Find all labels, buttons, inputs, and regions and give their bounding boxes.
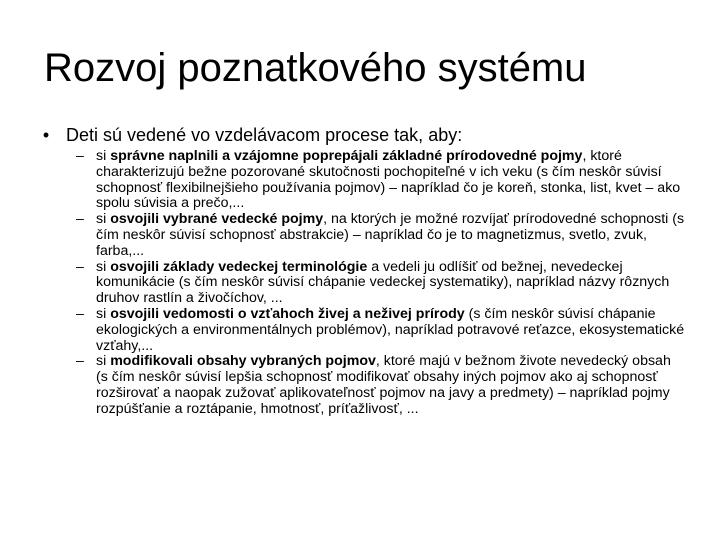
sub-item-prefix: si: [96, 148, 111, 164]
main-point-text: Deti sú vedené vo vzdelávacom procese tak, aby:: [66, 125, 463, 145]
sub-item-prefix: si: [96, 353, 111, 370]
slide-title: Rozvoj poznatkového systému: [44, 46, 587, 90]
slide-content: [36, 124, 686, 418]
dash-icon: –: [76, 211, 84, 228]
sub-item-prefix: si: [96, 258, 111, 275]
sub-item-rest: , ktoré charakterizujú bežne pozorované skutočnosti pochopiteľné v ich veku (s čím neskôr súvisí schopnosť flexibilnejšieho používania pojmov) – napríklad čo je koreň, stonka, list, kvet – ako spolu súvisia a prečo,...: [96, 148, 681, 212]
bullet-icon: •: [42, 125, 50, 145]
sub-item-prefix: si: [96, 211, 111, 228]
sub-list-item: [76, 212, 686, 259]
dash-icon: –: [76, 353, 84, 370]
sub-item-bold: osvojili vedomosti o vzťahoch živej a neživej prírody: [110, 305, 465, 322]
sub-list: [36, 149, 686, 418]
sub-item-rest: a vedeli ju odlíšiť od bežnej, nevedeckej komunikácie (s čím neskôr súvisí chápanie vedeckej systematiky), napríklad názvy rôznych druhov rastlín a živočíchov, ...: [96, 258, 670, 307]
sub-item-rest: (s čím neskôr súvisí chápanie ekologických a environmentálnych problémov), napríklad potravové reťazce, ekosystematické vzťahy,...: [96, 305, 685, 354]
dash-icon: –: [76, 148, 84, 164]
sub-list-item: [76, 307, 686, 354]
sub-item-prefix: si: [96, 305, 111, 322]
sub-item-bold: správne naplnili a vzájomne poprepájali základné prírodovedné pojmy: [110, 148, 583, 164]
dash-icon: –: [76, 305, 84, 322]
sub-item-bold: modifikovali obsahy vybraných pojmov: [110, 353, 376, 370]
sub-list-item: [76, 354, 686, 417]
main-bullet-point: [36, 124, 686, 146]
dash-icon: –: [76, 258, 84, 275]
sub-item-bold: osvojili vybrané vedecké pojmy: [110, 211, 324, 228]
sub-item-rest: , na ktorých je možné rozvíjať prírodovedné schopnosti (s čím neskôr súvisí schopnosť abstrakcie) – napríklad čo je to magnetizmus, svetlo, zvuk, farba,...: [96, 211, 685, 259]
sub-item-bold: osvojili základy vedeckej terminológie: [110, 258, 368, 275]
sub-list-item: [76, 149, 686, 212]
sub-item-rest: , ktoré majú v bežnom živote nevedecký obsah (s čím neskôr súvisí lepšia schopnosť modifikovať obsahy iných pojmov ako aj schopnosť rozširovať a naopak zužovať aplikovateľnosť pojmov na javy a predmety) – napríklad pojmy rozpúšťanie a roztápanie, hmotnosť, príťažlivosť, ...: [96, 353, 671, 417]
sub-list-item: [76, 260, 686, 307]
